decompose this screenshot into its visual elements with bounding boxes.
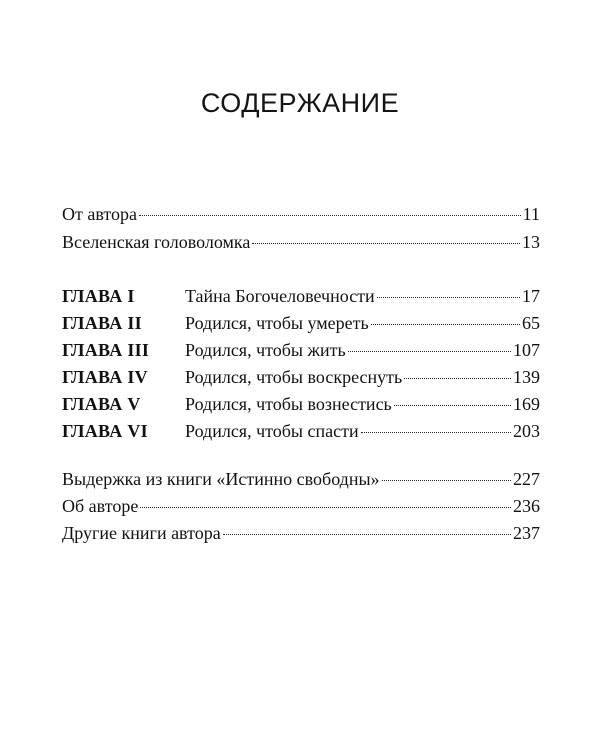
dot-leader xyxy=(139,214,521,216)
dot-leader xyxy=(140,506,511,508)
toc-entry-chapter-5[interactable] xyxy=(62,391,540,417)
dot-leader xyxy=(348,350,511,352)
toc-page-number: 17 xyxy=(522,286,540,306)
page-title: СОДЕРЖАНИЕ xyxy=(200,88,400,118)
chapter-title: Родился, чтобы умереть xyxy=(185,313,369,333)
chapter-title: Родился, чтобы жить xyxy=(185,340,346,360)
dot-leader xyxy=(382,479,511,481)
chapter-number: ГЛАВА III xyxy=(62,340,150,360)
dot-leader xyxy=(394,404,511,406)
chapter-title: Тайна Богочеловечности xyxy=(185,286,375,306)
chapter-number: ГЛАВА I xyxy=(62,286,135,306)
chapter-title: Родился, чтобы вознестись xyxy=(185,394,392,414)
dot-leader xyxy=(252,242,520,244)
toc-page-number: 236 xyxy=(513,496,540,516)
chapter-number: ГЛАВА IV xyxy=(62,367,148,387)
dot-leader xyxy=(223,533,511,535)
toc-page-number: 107 xyxy=(513,340,540,360)
toc-entry-universal-puzzle[interactable] xyxy=(62,229,540,255)
chapter-number: ГЛАВА VI xyxy=(62,421,148,441)
toc-entry-chapter-6[interactable] xyxy=(62,418,540,444)
toc-entry-chapter-4[interactable] xyxy=(62,364,540,390)
toc-page-number: 169 xyxy=(513,394,540,414)
dot-leader xyxy=(371,323,520,325)
toc-page-number: 139 xyxy=(513,367,540,387)
toc-entry-about-author[interactable] xyxy=(62,493,540,519)
chapter-title: Родился, чтобы воскреснуть xyxy=(185,367,403,387)
toc-page-number: 227 xyxy=(513,469,540,489)
toc-entry-from-author[interactable] xyxy=(62,201,540,227)
toc-entry-label: От автора xyxy=(62,204,138,224)
toc-page-number: 203 xyxy=(513,421,540,441)
chapter-title: Родился, чтобы спасти xyxy=(185,421,359,441)
toc-page-number: 11 xyxy=(522,204,540,224)
toc-page-number: 237 xyxy=(513,523,540,543)
toc-entry-chapter-1[interactable] xyxy=(62,283,540,309)
dot-leader xyxy=(377,296,520,298)
dot-leader xyxy=(404,377,511,379)
toc-page-number: 65 xyxy=(522,313,540,333)
toc-entry-label: Об авторе xyxy=(62,496,139,516)
chapter-number: ГЛАВА II xyxy=(62,313,142,333)
dot-leader xyxy=(361,431,511,433)
chapter-number: ГЛАВА V xyxy=(62,394,141,414)
toc-entry-label: Вселенская головоломка xyxy=(62,232,251,252)
toc-entry-chapter-2[interactable] xyxy=(62,310,540,336)
toc-entry-chapter-3[interactable] xyxy=(62,337,540,363)
toc-entry-other-books[interactable] xyxy=(62,520,540,546)
toc-page-number: 13 xyxy=(522,232,540,252)
toc-entry-excerpt[interactable] xyxy=(62,466,540,492)
toc-entry-label: Выдержка из книги «Истинно свободны» xyxy=(62,469,380,489)
toc-entry-label: Другие книги автора xyxy=(62,523,221,543)
